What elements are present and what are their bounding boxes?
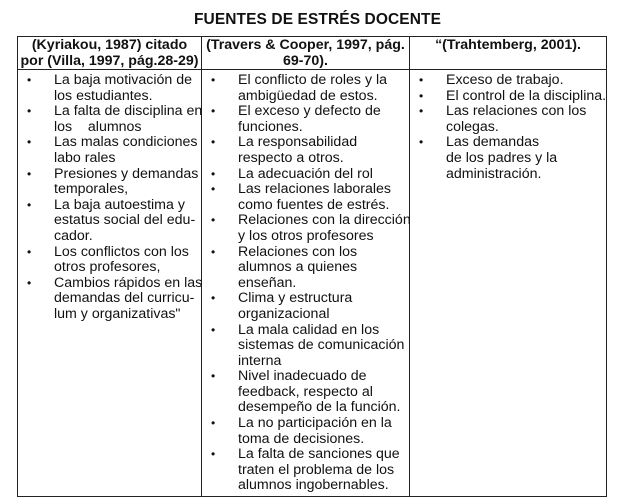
bullet-icon: • bbox=[211, 322, 216, 337]
bullet-icon: • bbox=[27, 166, 32, 181]
list-item bbox=[18, 274, 203, 323]
table-body-row bbox=[18, 70, 607, 497]
header-line: (Kyriakou, 1987) citado bbox=[31, 37, 188, 53]
document-title: FUENTES DE ESTRÉS DOCENTE bbox=[193, 11, 442, 28]
item-text-line: enseñan. bbox=[238, 274, 297, 291]
item-text-line: Nivel inadecuado de bbox=[238, 368, 367, 385]
bullet-icon: • bbox=[419, 88, 424, 103]
item-text-line: La mala calidad en los bbox=[238, 321, 380, 338]
bullet-icon: • bbox=[419, 73, 424, 87]
list-item bbox=[202, 369, 407, 416]
item-text-line: El exceso y defecto de bbox=[238, 103, 381, 120]
header-trahtemberg bbox=[410, 37, 607, 70]
item-text-line: Relaciones con la dirección bbox=[238, 212, 411, 229]
bullet-icon: • bbox=[419, 104, 424, 119]
source-list bbox=[202, 72, 411, 494]
list-item bbox=[202, 135, 407, 166]
item-text-line: La responsabilidad bbox=[238, 134, 358, 151]
header-kyriakou bbox=[18, 37, 202, 70]
header-line: (Travers & Cooper, 1997, pág. bbox=[206, 37, 405, 53]
column-travers-cooper bbox=[202, 70, 410, 497]
bullet-icon: • bbox=[27, 104, 32, 119]
item-text-line: Exceso de trabajo. bbox=[446, 72, 564, 88]
item-text-line: Clima y estructura bbox=[238, 290, 353, 307]
list-item bbox=[202, 447, 407, 494]
item-text-line: interna bbox=[238, 352, 282, 369]
bullet-icon: • bbox=[27, 197, 32, 212]
list-item bbox=[202, 416, 407, 447]
bullet-icon: • bbox=[211, 135, 216, 150]
bullet-icon: • bbox=[211, 182, 216, 197]
header-line: por (Villa, 1997, pág.28-29) bbox=[20, 52, 199, 69]
bullet-icon: • bbox=[211, 447, 216, 462]
list-item bbox=[202, 104, 407, 135]
item-text-line: Las relaciones laborales bbox=[238, 181, 392, 198]
bullet-icon: • bbox=[211, 104, 216, 119]
item-text-line: Presiones y demandas bbox=[54, 165, 199, 182]
header-line: “(Trahtemberg, 2001). bbox=[435, 37, 581, 53]
item-text-line: El control de la disciplina. bbox=[446, 87, 607, 104]
item-text-line: desempeño de la función. bbox=[238, 399, 401, 416]
item-text-line: cador. bbox=[54, 227, 93, 244]
bullet-icon: • bbox=[27, 275, 32, 290]
table-header-row bbox=[18, 37, 607, 70]
column-trahtemberg bbox=[410, 70, 607, 497]
list-item bbox=[410, 73, 604, 89]
item-text-line: estatus social del edu- bbox=[54, 212, 196, 229]
list-item bbox=[202, 182, 407, 213]
item-text-line: La baja motivación de bbox=[54, 72, 193, 88]
item-text-line: los estudiantes. bbox=[54, 87, 153, 104]
item-text-line: La falta de disciplina en bbox=[54, 103, 203, 120]
item-text-line: funciones. bbox=[238, 118, 303, 135]
bullet-icon: • bbox=[211, 291, 216, 306]
list-item bbox=[410, 135, 604, 182]
item-text-line: otros profesores, bbox=[54, 259, 161, 276]
item-text-line: Relaciones con los bbox=[238, 243, 358, 260]
item-text-line: La no participación en la bbox=[238, 415, 392, 432]
source-list bbox=[18, 72, 203, 323]
item-text-line: Los conflictos con los bbox=[54, 243, 189, 260]
item-text-line: y los otros profesores bbox=[238, 227, 374, 244]
item-text-line: de los padres y la bbox=[446, 149, 558, 166]
bullet-icon: • bbox=[27, 135, 32, 150]
item-text-line: toma de decisiones. bbox=[238, 430, 365, 447]
column-kyriakou bbox=[18, 70, 202, 497]
list-item bbox=[410, 104, 604, 135]
list-item bbox=[18, 245, 199, 276]
bullet-icon: • bbox=[27, 73, 32, 87]
header-travers-cooper bbox=[202, 37, 410, 70]
list-item bbox=[18, 103, 203, 135]
bullet-icon: • bbox=[211, 244, 216, 259]
item-text-line: ambigüedad de estos. bbox=[238, 87, 378, 104]
item-text-line: La falta de sanciones que bbox=[238, 446, 400, 463]
list-item bbox=[202, 167, 407, 183]
header-line: 69-70). bbox=[283, 52, 328, 69]
source-list bbox=[410, 72, 607, 182]
item-text-line: organizacional bbox=[238, 305, 330, 322]
bullet-icon: • bbox=[211, 73, 216, 87]
item-text-line: como fuentes de estrés. bbox=[238, 196, 390, 213]
item-text-line: La adecuación del rol bbox=[238, 165, 373, 182]
stress-sources-table bbox=[17, 36, 607, 497]
list-item bbox=[202, 323, 407, 370]
bullet-icon: • bbox=[419, 135, 424, 150]
list-item bbox=[202, 73, 407, 104]
list-item bbox=[18, 135, 199, 166]
item-text-line: traten el problema de los bbox=[238, 461, 395, 478]
list-item bbox=[18, 73, 199, 104]
bullet-icon: • bbox=[211, 416, 216, 431]
bullet-icon: • bbox=[27, 244, 32, 259]
item-text-line: El conflicto de roles y la bbox=[238, 72, 388, 88]
item-text-line: Las relaciones con los bbox=[446, 103, 587, 120]
item-text-line: alumnos ingobernables. bbox=[238, 477, 389, 494]
item-text-line: administración. bbox=[446, 165, 542, 182]
item-text-line: La baja autoestima y bbox=[54, 196, 185, 213]
item-text-line: respecto a otros. bbox=[238, 149, 344, 166]
list-item bbox=[18, 198, 199, 245]
list-item bbox=[202, 291, 407, 322]
bullet-icon: • bbox=[211, 166, 216, 181]
list-item bbox=[410, 87, 607, 105]
item-text-line: los alumnos bbox=[54, 118, 142, 135]
item-text-line: alumnos a quienes bbox=[238, 259, 358, 276]
item-text-line: demandas del curricu- bbox=[54, 290, 195, 307]
list-item bbox=[202, 245, 407, 292]
item-text-line: labo rales bbox=[54, 149, 116, 166]
bullet-icon: • bbox=[211, 369, 216, 384]
item-text-line: feedback, respecto al bbox=[238, 383, 373, 400]
item-text-line: colegas. bbox=[446, 118, 499, 135]
item-text-line: sistemas de comunicación bbox=[238, 337, 405, 354]
item-text-line: Las demandas bbox=[446, 134, 540, 151]
item-text-line: Las malas condiciones bbox=[54, 134, 198, 151]
item-text-line: lum y organizativas" bbox=[54, 305, 181, 322]
item-text-line: Cambios rápidos en las bbox=[54, 274, 203, 291]
bullet-icon: • bbox=[211, 213, 216, 228]
list-item bbox=[18, 167, 199, 198]
list-item bbox=[202, 212, 411, 244]
item-text-line: temporales, bbox=[54, 181, 129, 198]
